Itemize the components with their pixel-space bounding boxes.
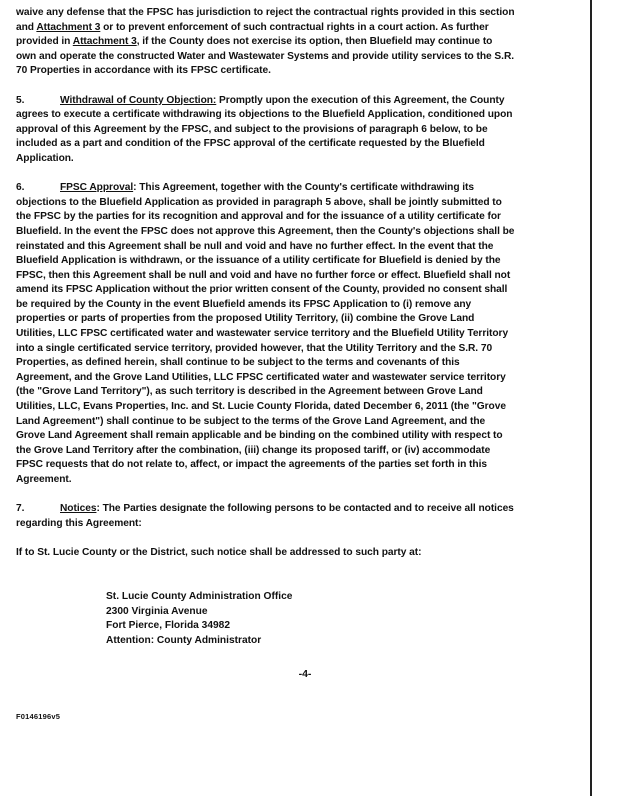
section-line: objections to the Bluefield Application as provided in paragraph 5 above, shall be jointly submitted to xyxy=(16,196,502,208)
section-line: into a single certificated service territory, provided however, that the Utility Territory and the S.R. 70 xyxy=(16,342,493,354)
section-number: 7. xyxy=(16,503,25,515)
section-heading: Notices xyxy=(60,503,97,515)
section-line: FPSC requests that do not relate to, affect, or impact the agreements of the parties set forth in this xyxy=(16,459,487,471)
section-line: (the "Grove Land Territory"), as such territory is described in the Agreement between Grove Land xyxy=(16,386,483,398)
section-6: 6. FPSC Approval: This Agreement, together with the County's certificate withdrawing its objections to the Bluefield Application as provided in paragraph 5 above, shall be jointly submitted to the FPSC by the parties for its recognition and approval and for the issuance of a utility certificate for Bluefield. In the event the FPSC does not approve this Agreement, then the County's objections shall be reinstated and this Agreement shall be null and void and have no further effect. In the event that the Bluefield Application is withdrawn, or the issuance of a utility certificate for Bluefield is denied by the FPSC, then this Agreement shall be null and void and have no further force or effect. Bluefield shall not amend its FPSC Application without the prior written consent of the County, provided no consent shall be required by the County in the event Bluefield amends its FPSC Application to (i) remove any properties or parts of properties from the proposed Utility Territory, (ii) combine the Grove Land Utilities, LLC FPSC certificated water and wastewater service territory and the Bluefield Utility Territory into a single certificated service territory, provided however, that the Utility Territory and the S.R. 70 Properties, as defined herein, shall continue to be subject to the terms and covenants of this Agreement, and the Grove Land Utilities, LLC FPSC certificated water and wastewater service territory (the "Grove Land Territory"), as such territory is described in the Agreement between Grove Land Utilities, LLC, Evans Properties, Inc. and St. Lucie County Florida, dated December 6, 2011 (the "Grove Land Agreement") shall continue to be subject to the terms of the Grove Land Agreement, and the Grove Land Agreement shall remain applicable and be binding on the combined utility with respect to the Grove Land Territory after the combination, (iii) change its proposed tariff, or (iv) accommodate FPSC requests that do not relate to, affect, or impact the agreements of the parties set forth in this Agreement. xyxy=(16,181,592,487)
section-line: reinstated and this Agreement shall be null and void and have no further effect. In the event that the xyxy=(16,240,494,252)
section-line: the FPSC by the parties for its recognition and approval and for the issuance of a utility certificate for xyxy=(16,211,501,223)
intro-paragraph xyxy=(16,6,592,79)
section-line: Bluefield. In the event the FPSC does not approve this Agreement, then the County's objections shall be xyxy=(16,225,515,237)
section-line: the Grove Land Territory after the combination, (iii) change its proposed tariff, or (iv) accommodate xyxy=(16,444,491,456)
address-line: St. Lucie County Administration Office xyxy=(106,591,293,602)
intro-line-2: and Attachment 3 or to prevent enforcement of such contractual rights in a court action. As further xyxy=(16,21,489,33)
section-line: regarding this Agreement: xyxy=(16,517,142,529)
section-line: Agreement, and the Grove Land Utilities, LLC FPSC certificated water and wastewater service territory xyxy=(16,371,506,383)
section-line: amend its FPSC Application without the prior written consent of the County, provided no consent shall xyxy=(16,284,508,296)
section-line: Properties, as defined herein, shall continue to be subject to the terms and covenants of this xyxy=(16,357,460,369)
intro-line-4: own and operate the constructed Water and Wastewater Systems and provide utility services to the S.R. xyxy=(16,50,515,62)
section-line: approval of this Agreement by the FPSC, and subject to the provisions of paragraph 6 below, to be xyxy=(16,123,488,135)
intro-line-5: 70 Properties in accordance with its FPSC certificate. xyxy=(16,65,271,77)
address-line: 2300 Virginia Avenue xyxy=(106,605,208,617)
document-body xyxy=(16,6,592,575)
section-line: Bluefield Application is withdrawn, or the issuance of a utility certificate for Bluefield is denied by the xyxy=(16,255,501,267)
section-line: agrees to execute a certificate withdrawing its objections to the Bluefield Application, conditioned upon xyxy=(16,109,513,121)
attachment-3-reference: Attachment 3 xyxy=(72,36,137,48)
intro-line-3: provided in Attachment 3, if the County does not exercise its option, then Bluefield may continue to xyxy=(16,36,493,48)
section-line: properties or parts of properties from the proposed Utility Territory, (ii) combine the Grove Land xyxy=(16,313,475,325)
section-line: Land Agreement") shall continue to be subject to the terms of the Grove Land Agreement, and the xyxy=(16,415,486,427)
address-line: Fort Pierce, Florida 34982 xyxy=(106,620,231,632)
section-line: Utilities, LLC, Evans Properties, Inc. and St. Lucie County Florida, dated December 6, 2011 (the "Grove xyxy=(16,401,506,413)
section-line: Utilities, LLC FPSC certificated water and wastewater service territory and the Bluefield Utility Territory xyxy=(16,328,509,340)
section-line: be required by the County in the event Bluefield amends its FPSC Application to (i) remove any xyxy=(16,298,472,310)
attachment-3-reference: Attachment 3 xyxy=(36,21,101,33)
document-code: F0146196v5 xyxy=(16,712,61,721)
section-line: included as a part and condition of the FPSC approval of the certificate requested by the Bluefield xyxy=(16,138,485,150)
section-number: 5. xyxy=(16,94,25,106)
intro-line-1: waive any defense that the FPSC has jurisdiction to reject the contractual rights provided in this section xyxy=(16,7,515,18)
notice-intro: If to St. Lucie County or the District, such notice shall be addressed to such party at: xyxy=(16,546,422,558)
section-5: 5. Withdrawal of County Objection: Promptly upon the execution of this Agreement, the County agrees to execute a certificate withdrawing its objections to the Bluefield Application, conditioned upon approval of this Agreement by the FPSC, and subject to the provisions of paragraph 6 below, to be included as a part and condition of the FPSC approval of the certificate requested by the Bluefield Application. xyxy=(16,94,592,167)
section-7: 7. Notices: The Parties designate the following persons to be contacted and to receive all notices regarding this Agreement: xyxy=(16,502,592,531)
address-line: Attention: County Administrator xyxy=(106,634,262,646)
page-number: -4- xyxy=(298,668,312,680)
section-line: Grove Land Agreement shall remain applicable and be binding on the combined utility with respect to xyxy=(16,430,503,442)
section-heading: FPSC Approval xyxy=(60,182,134,194)
notice-address-block xyxy=(106,590,292,648)
section-line: FPSC, then this Agreement shall be null and void and have no further force or effect. Bluefield shall not xyxy=(16,269,511,281)
section-line: Application. xyxy=(16,152,74,164)
section-heading: Withdrawal of County Objection: xyxy=(60,94,217,106)
section-line: Agreement. xyxy=(16,474,72,485)
section-number: 6. xyxy=(16,182,25,194)
